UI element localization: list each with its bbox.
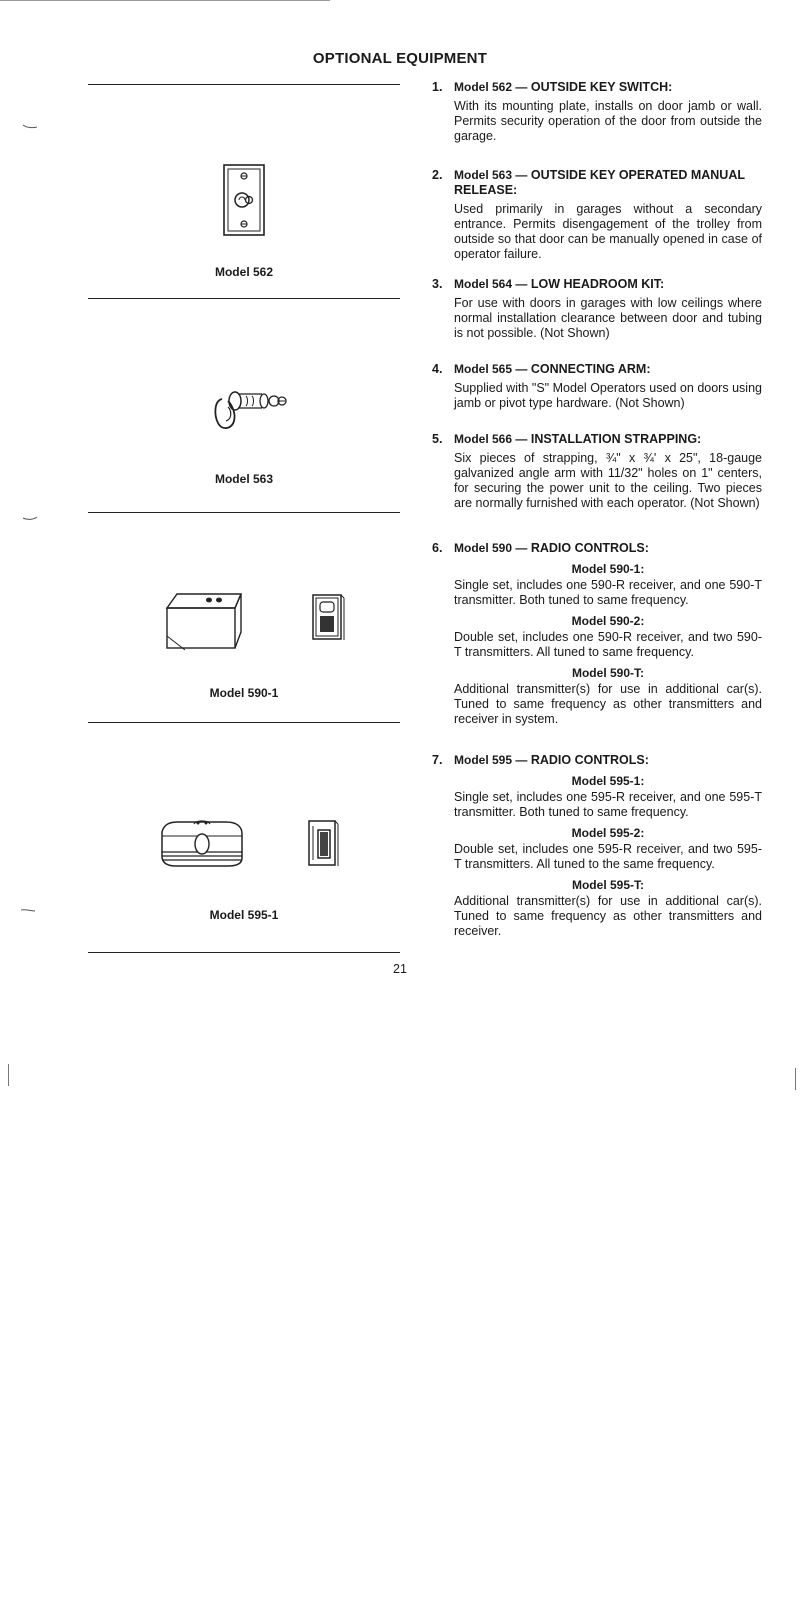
- sub-model-heading: Model 590-T:: [571, 666, 644, 680]
- sub-model-description: Single set, includes one 590-R receiver, and one 590-T transmitter. Both tuned to same frequency.: [454, 578, 762, 607]
- scan-mark: [795, 1068, 796, 1090]
- divider-rule: [88, 722, 400, 723]
- key-release-lock-icon: [212, 385, 288, 433]
- item-model: Model 566 —: [454, 432, 528, 446]
- item-model: Model 565 —: [454, 362, 528, 376]
- scan-mark: [20, 908, 36, 914]
- item-model: Model 562 —: [454, 80, 528, 94]
- figure-caption: Model 563: [214, 472, 274, 486]
- item-title: RADIO CONTROLS:: [530, 753, 649, 767]
- item-model-566: [432, 432, 762, 511]
- item-number: 5.: [432, 432, 443, 446]
- item-model-595: [432, 753, 762, 939]
- divider-rule: [88, 512, 400, 513]
- page-number: 21: [393, 962, 407, 976]
- item-model: Model 590 —: [454, 541, 528, 555]
- receiver-icon: [158, 818, 246, 870]
- item-description: Supplied with "S" Model Operators used on doors using jamb or pivot type hardware. (Not Shown): [454, 381, 762, 410]
- divider-rule: [88, 952, 400, 953]
- figure-caption: Model 595-1: [209, 908, 279, 922]
- transmitter-icon: [310, 592, 346, 642]
- item-number: 2.: [432, 168, 443, 182]
- scan-mark: [8, 1064, 9, 1086]
- sub-model-description: Additional transmitter(s) for use in additional car(s). Tuned to same frequency as other transmitters and receiver in system.: [454, 682, 762, 726]
- item-model: Model 563 —: [454, 168, 528, 182]
- transmitter-icon: [306, 818, 340, 868]
- sub-model-description: Single set, includes one 595-R receiver, and one 595-T transmitter. Both tuned to same frequency.: [454, 790, 762, 819]
- receiver-icon: [165, 588, 245, 652]
- item-model-564: [432, 277, 762, 341]
- figure-caption: Model 590-1: [209, 686, 279, 700]
- item-description: With its mounting plate, installs on door jamb or wall. Permits security operation of the door from outside the garage.: [454, 99, 762, 143]
- scan-mark: [22, 516, 38, 522]
- sub-model-heading: Model 595-2:: [571, 826, 645, 840]
- item-model-565: [432, 362, 762, 411]
- item-title: LOW HEADROOM KIT:: [530, 277, 665, 291]
- item-model: Model 595 —: [454, 753, 528, 767]
- item-model-590: [432, 541, 762, 727]
- item-description: For use with doors in garages with low ceilings where normal installation clearance between door and tubing is not possible. (Not Shown): [454, 296, 762, 340]
- item-model-563: [432, 168, 762, 262]
- page-title: OPTIONAL EQUIPMENT: [312, 50, 488, 67]
- figure-caption: Model 562: [214, 265, 274, 279]
- item-title: CONNECTING ARM:: [530, 362, 651, 376]
- item-description: Used primarily in garages without a secondary entrance. Permits disengagement of the trolley from outside so that door can be manually opened in case of operator failure.: [454, 202, 762, 261]
- item-number: 4.: [432, 362, 443, 376]
- sub-model-heading: Model 590-1:: [571, 562, 645, 576]
- sub-model-heading: Model 590-2:: [571, 614, 645, 628]
- divider-rule: [88, 298, 400, 299]
- sub-model-heading: Model 595-T:: [571, 878, 644, 892]
- divider-rule: [88, 84, 400, 85]
- item-number: 1.: [432, 80, 443, 94]
- sub-model-heading: Model 595-1:: [571, 774, 645, 788]
- sub-model-description: Double set, includes one 595-R receiver, and two 595-T transmitters. All tuned to the same frequency.: [454, 842, 762, 871]
- scan-mark: [22, 124, 38, 130]
- item-title: INSTALLATION STRAPPING:: [530, 432, 702, 446]
- item-title: OUTSIDE KEY OPERATED MANUAL RELEASE:: [454, 168, 745, 197]
- sub-model-description: Double set, includes one 590-R receiver, and two 590-T transmitters. All tuned to same frequency.: [454, 630, 762, 659]
- item-number: 7.: [432, 753, 443, 767]
- item-title: OUTSIDE KEY SWITCH:: [530, 80, 673, 94]
- item-title: RADIO CONTROLS:: [530, 541, 649, 555]
- item-model: Model 564 —: [454, 277, 528, 291]
- item-number: 6.: [432, 541, 443, 555]
- top-scan-line: [0, 0, 330, 1]
- item-number: 3.: [432, 277, 443, 291]
- sub-model-description: Additional transmitter(s) for use in additional car(s). Tuned to same frequency as other transmitters and receiver.: [454, 894, 762, 938]
- item-description: Six pieces of strapping, ¾" x ¾' x 25", 18-gauge galvanized angle arm with 11/32" holes on 1" centers, for securing the power unit to the ceiling. Two pieces are normally furnished with each operator. (Not Shown): [454, 451, 762, 510]
- item-model-562: [432, 80, 762, 144]
- key-switch-plate-icon: [222, 163, 268, 239]
